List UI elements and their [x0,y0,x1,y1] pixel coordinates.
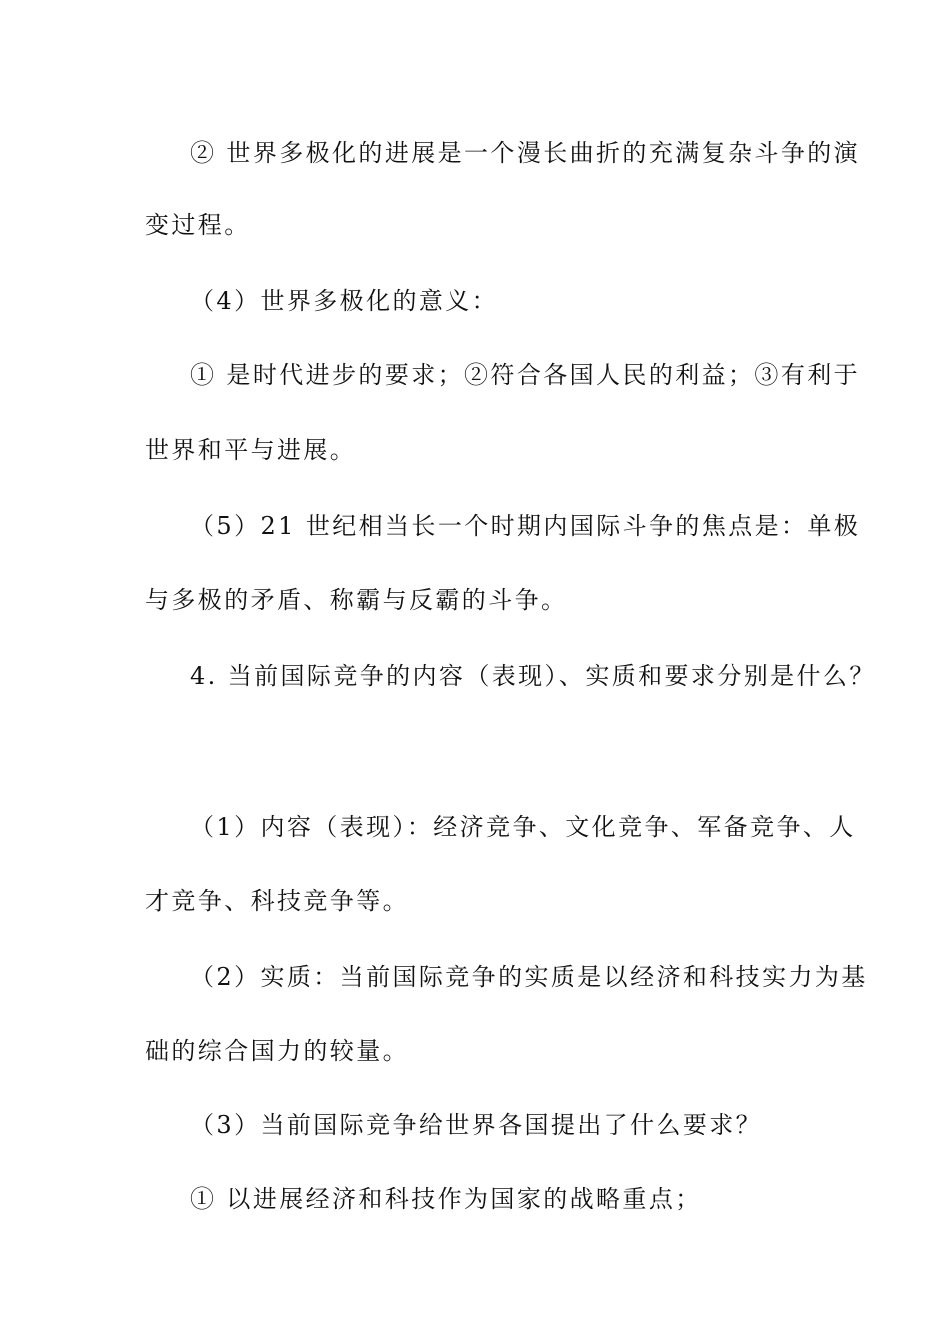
text-line: （5）21 世纪相当长一个时期内国际斗争的焦点是：单极 [190,512,861,540]
text-line: ② 世界多极化的进展是一个漫长曲折的充满复杂斗争的演 [190,139,861,167]
text-line: （4）世界多极化的意义： [190,287,499,315]
text-line: 4. 当前国际竞争的内容（表现）、实质和要求分别是什么？ [190,662,876,690]
text-line: ① 以进展经济和科技作为国家的战略重点； [190,1185,702,1213]
text-line: （1）内容（表现）：经济竞争、文化竞争、军备竞争、人 [190,813,856,841]
text-line: 变过程。 [145,211,251,239]
text-line: 才竞争、科技竞争等。 [145,887,409,915]
text-line: 世界和平与进展。 [145,436,357,464]
text-line: （3）当前国际竞争给世界各国提出了什么要求？ [190,1111,763,1139]
text-line: 础的综合国力的较量。 [145,1037,409,1065]
text-line: ① 是时代进步的要求；②符合各国人民的利益；③有利于 [190,361,861,389]
text-line: 与多极的矛盾、称霸与反霸的斗争。 [145,586,568,614]
text-line: （2）实质：当前国际竞争的实质是以经济和科技实力为基 [190,963,868,991]
